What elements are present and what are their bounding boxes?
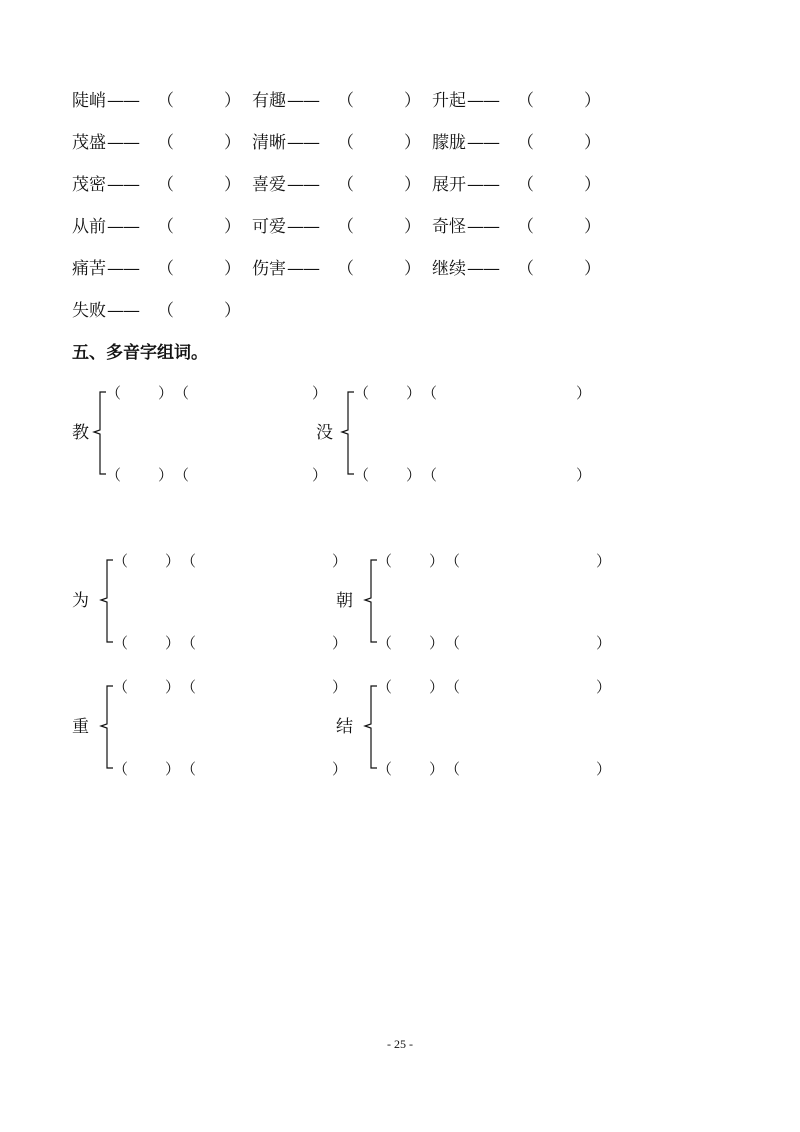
antonym-row xyxy=(72,172,732,198)
answer-paren-open: （ xyxy=(377,552,393,570)
polyphone-answer-blank[interactable] xyxy=(122,465,158,485)
antonym-dash: —— xyxy=(107,133,139,153)
answer-paren-open: （ xyxy=(181,552,197,570)
polyphone-answer-blank[interactable] xyxy=(197,677,332,697)
antonym-word: 升起 xyxy=(432,91,466,111)
answer-paren-open: （ xyxy=(181,634,197,652)
polyphone-group xyxy=(72,676,352,776)
polyphone-group xyxy=(336,676,616,776)
answer-paren-open: （ xyxy=(377,678,393,696)
antonym-dash: —— xyxy=(287,217,319,237)
antonym-answer-blank[interactable] xyxy=(174,300,224,322)
antonym-word: 茂密 xyxy=(72,175,106,195)
antonym-dash: —— xyxy=(467,217,499,237)
polyphone-char: 为 xyxy=(72,591,89,611)
answer-paren-close: ） xyxy=(429,634,445,652)
answer-paren-close: ） xyxy=(224,91,241,111)
answer-paren-open: （ xyxy=(106,384,122,402)
polyphone-group xyxy=(72,382,352,482)
polyphone-answer-blank[interactable] xyxy=(461,677,596,697)
antonym-item xyxy=(252,256,319,282)
answer-paren-close: ） xyxy=(576,466,592,484)
answer-paren-close: ） xyxy=(406,466,422,484)
antonym-word: 清晰 xyxy=(252,133,286,153)
answer-paren-open: （ xyxy=(113,634,129,652)
answer-paren-close: ） xyxy=(584,175,601,195)
antonym-answer-blank[interactable] xyxy=(354,90,404,112)
antonym-dash: —— xyxy=(467,133,499,153)
antonym-dash: —— xyxy=(467,175,499,195)
answer-paren-close: ） xyxy=(312,384,328,402)
antonym-item xyxy=(72,130,139,156)
antonym-answer-blank[interactable] xyxy=(174,174,224,196)
answer-paren-open: （ xyxy=(354,384,370,402)
answer-paren-open: （ xyxy=(337,259,354,279)
answer-paren-close: ） xyxy=(576,384,592,402)
answer-paren-close: ） xyxy=(332,760,348,778)
polyphone-answer-blank[interactable] xyxy=(197,633,332,653)
antonym-dash: —— xyxy=(287,175,319,195)
antonym-answer-blank[interactable] xyxy=(354,216,404,238)
antonym-answer-blank[interactable] xyxy=(534,174,584,196)
answer-paren-open: （ xyxy=(422,384,438,402)
polyphone-answer-blank[interactable] xyxy=(461,633,596,653)
answer-paren-close: ） xyxy=(158,466,174,484)
antonym-row xyxy=(72,256,732,282)
answer-paren-open: （ xyxy=(445,678,461,696)
answer-paren-close: ） xyxy=(404,175,421,195)
polyphone-answer-blank[interactable] xyxy=(438,465,576,485)
antonym-item xyxy=(432,214,499,240)
polyphone-answer-blank[interactable] xyxy=(129,633,165,653)
antonym-word: 从前 xyxy=(72,217,106,237)
antonym-item xyxy=(72,172,139,198)
antonym-dash: —— xyxy=(107,175,139,195)
antonym-item xyxy=(432,130,499,156)
antonym-dash: —— xyxy=(467,259,499,279)
answer-paren-close: ） xyxy=(224,217,241,237)
section-five-title: 五、多音字组词。 xyxy=(72,343,208,363)
antonym-word: 喜爱 xyxy=(252,175,286,195)
page-number: - 25 - xyxy=(387,1037,413,1051)
answer-paren-open: （ xyxy=(337,175,354,195)
antonym-item xyxy=(432,172,499,198)
antonym-dash: —— xyxy=(287,133,319,153)
answer-paren-close: ） xyxy=(429,678,445,696)
antonym-word: 展开 xyxy=(432,175,466,195)
polyphone-answer-blank[interactable] xyxy=(461,551,596,571)
answer-paren-close: ） xyxy=(596,760,612,778)
answer-paren-close: ） xyxy=(224,133,241,153)
antonym-item xyxy=(252,172,319,198)
antonym-word: 痛苦 xyxy=(72,259,106,279)
antonym-item xyxy=(252,88,319,114)
answer-paren-close: ） xyxy=(312,466,328,484)
answer-paren-open: （ xyxy=(113,678,129,696)
answer-paren-open: （ xyxy=(113,552,129,570)
answer-paren-open: （ xyxy=(337,217,354,237)
polyphone-answer-blank[interactable] xyxy=(370,383,406,403)
antonym-item xyxy=(72,298,139,324)
antonym-dash: —— xyxy=(107,91,139,111)
polyphone-group xyxy=(316,382,596,482)
answer-paren-open: （ xyxy=(157,175,174,195)
polyphone-answer-blank[interactable] xyxy=(190,383,312,403)
answer-paren-close: ） xyxy=(165,634,181,652)
antonym-word: 失败 xyxy=(72,301,106,321)
polyphone-char: 没 xyxy=(316,423,333,443)
antonym-answer-blank[interactable] xyxy=(354,258,404,280)
polyphone-char: 教 xyxy=(72,423,89,443)
antonym-answer-blank[interactable] xyxy=(534,216,584,238)
answer-paren-close: ） xyxy=(332,634,348,652)
answer-paren-open: （ xyxy=(157,133,174,153)
answer-paren-close: ） xyxy=(429,760,445,778)
antonym-answer-blank[interactable] xyxy=(174,132,224,154)
polyphone-char: 重 xyxy=(72,717,89,737)
antonym-item xyxy=(72,256,139,282)
antonym-dash: —— xyxy=(107,217,139,237)
answer-paren-open: （ xyxy=(157,301,174,321)
answer-paren-open: （ xyxy=(517,175,534,195)
antonym-answer-blank[interactable] xyxy=(174,216,224,238)
antonym-item xyxy=(252,214,319,240)
antonym-answer-blank[interactable] xyxy=(354,132,404,154)
polyphone-char: 朝 xyxy=(336,591,353,611)
antonym-word: 茂盛 xyxy=(72,133,106,153)
answer-paren-open: （ xyxy=(377,760,393,778)
antonym-row xyxy=(72,130,732,156)
antonym-item xyxy=(432,88,499,114)
answer-paren-open: （ xyxy=(337,133,354,153)
polyphone-answer-blank[interactable] xyxy=(393,677,429,697)
antonym-answer-blank[interactable] xyxy=(534,258,584,280)
answer-paren-close: ） xyxy=(596,678,612,696)
answer-paren-close: ） xyxy=(165,678,181,696)
polyphone-group xyxy=(336,550,616,650)
answer-paren-open: （ xyxy=(377,634,393,652)
answer-paren-open: （ xyxy=(422,466,438,484)
answer-paren-open: （ xyxy=(181,678,197,696)
answer-paren-close: ） xyxy=(404,133,421,153)
answer-paren-open: （ xyxy=(157,91,174,111)
antonym-word: 伤害 xyxy=(252,259,286,279)
antonym-item xyxy=(432,256,499,282)
answer-paren-close: ） xyxy=(596,634,612,652)
antonym-dash: —— xyxy=(287,91,319,111)
antonym-dash: —— xyxy=(107,301,139,321)
polyphone-answer-blank[interactable] xyxy=(438,383,576,403)
answer-paren-close: ） xyxy=(224,301,241,321)
polyphone-answer-blank[interactable] xyxy=(129,551,165,571)
antonym-word: 可爱 xyxy=(252,217,286,237)
polyphone-answer-blank[interactable] xyxy=(393,759,429,779)
polyphone-answer-blank[interactable] xyxy=(122,383,158,403)
answer-paren-open: （ xyxy=(157,217,174,237)
answer-paren-close: ） xyxy=(165,760,181,778)
polyphone-answer-blank[interactable] xyxy=(393,633,429,653)
polyphone-answer-blank[interactable] xyxy=(129,677,165,697)
answer-paren-close: ） xyxy=(224,259,241,279)
antonym-word: 奇怪 xyxy=(432,217,466,237)
answer-paren-close: ） xyxy=(584,259,601,279)
antonym-item xyxy=(252,130,319,156)
antonym-dash: —— xyxy=(287,259,319,279)
answer-paren-close: ） xyxy=(596,552,612,570)
answer-paren-close: ） xyxy=(584,133,601,153)
polyphone-answer-blank[interactable] xyxy=(393,551,429,571)
answer-paren-open: （ xyxy=(517,259,534,279)
answer-paren-close: ） xyxy=(406,384,422,402)
antonym-word: 朦胧 xyxy=(432,133,466,153)
answer-paren-close: ） xyxy=(584,217,601,237)
antonym-word: 继续 xyxy=(432,259,466,279)
answer-paren-open: （ xyxy=(174,384,190,402)
answer-paren-open: （ xyxy=(181,760,197,778)
answer-paren-close: ） xyxy=(332,552,348,570)
polyphone-answer-blank[interactable] xyxy=(190,465,312,485)
answer-paren-open: （ xyxy=(445,760,461,778)
answer-paren-close: ） xyxy=(404,217,421,237)
answer-paren-open: （ xyxy=(445,634,461,652)
answer-paren-close: ） xyxy=(404,91,421,111)
answer-paren-open: （ xyxy=(106,466,122,484)
antonym-word: 有趣 xyxy=(252,91,286,111)
answer-paren-close: ） xyxy=(584,91,601,111)
polyphone-group xyxy=(72,550,352,650)
answer-paren-close: ） xyxy=(429,552,445,570)
antonym-answer-blank[interactable] xyxy=(534,90,584,112)
antonym-row xyxy=(72,88,732,114)
answer-paren-open: （ xyxy=(445,552,461,570)
antonym-item xyxy=(72,88,139,114)
answer-paren-open: （ xyxy=(517,133,534,153)
answer-paren-close: ） xyxy=(332,678,348,696)
polyphone-char: 结 xyxy=(336,717,353,737)
answer-paren-open: （ xyxy=(517,217,534,237)
polyphone-answer-blank[interactable] xyxy=(129,759,165,779)
answer-paren-open: （ xyxy=(354,466,370,484)
antonym-answer-blank[interactable] xyxy=(534,132,584,154)
answer-paren-close: ） xyxy=(404,259,421,279)
answer-paren-open: （ xyxy=(517,91,534,111)
polyphone-answer-blank[interactable] xyxy=(197,759,332,779)
polyphone-answer-blank[interactable] xyxy=(197,551,332,571)
answer-paren-open: （ xyxy=(337,91,354,111)
polyphone-answer-blank[interactable] xyxy=(461,759,596,779)
polyphone-answer-blank[interactable] xyxy=(370,465,406,485)
answer-paren-close: ） xyxy=(158,384,174,402)
answer-paren-close: ） xyxy=(224,175,241,195)
antonym-dash: —— xyxy=(107,259,139,279)
antonym-item xyxy=(72,214,139,240)
answer-paren-open: （ xyxy=(113,760,129,778)
antonym-row xyxy=(72,298,732,324)
antonym-answer-blank[interactable] xyxy=(354,174,404,196)
antonym-answer-blank[interactable] xyxy=(174,90,224,112)
answer-paren-open: （ xyxy=(157,259,174,279)
antonym-answer-blank[interactable] xyxy=(174,258,224,280)
antonym-word: 陡峭 xyxy=(72,91,106,111)
answer-paren-close: ） xyxy=(165,552,181,570)
answer-paren-open: （ xyxy=(174,466,190,484)
antonym-dash: —— xyxy=(467,91,499,111)
antonym-row xyxy=(72,214,732,240)
